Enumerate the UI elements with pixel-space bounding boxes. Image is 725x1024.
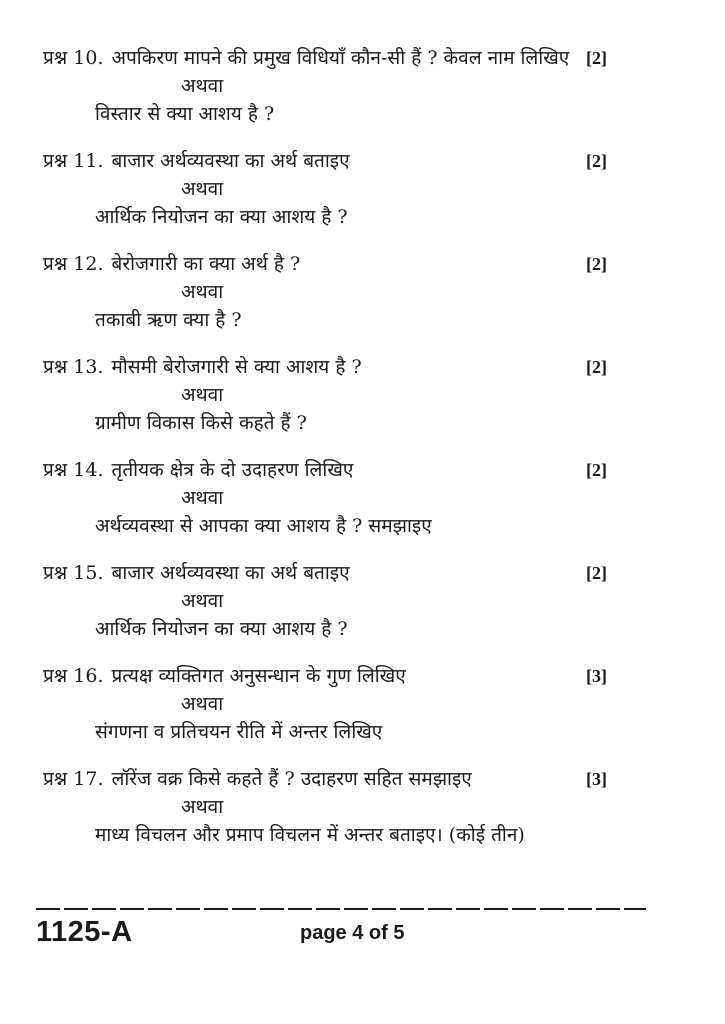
question-marks: [3] [586, 666, 607, 686]
question-block [43, 44, 607, 128]
question-main-row [43, 559, 607, 587]
or-separator-label: अथवा [181, 75, 224, 97]
question-number: प्रश्न 17. [43, 768, 104, 790]
question-text: अपकिरण मापने की प्रमुख विधियाँ कौन-सी हैं ? केवल नाम लिखिए [111, 47, 570, 69]
question-main-row [43, 250, 607, 278]
question-text: लॉरेंज वक्र किसे कहते हैं ? उदाहरण सहित समझाइए [111, 768, 472, 790]
or-separator-label: अथवा [181, 384, 224, 406]
question-alternative-text: माध्य विचलन और प्रमाप विचलन में अन्तर बताइए। (कोई तीन) [95, 824, 525, 846]
question-alternative-text: अर्थव्यवस्था से आपका क्या आशय है ? समझाइए [95, 515, 432, 537]
question-marks: [2] [586, 460, 607, 480]
question-number: प्रश्न 11. [43, 150, 104, 172]
question-alternative-text: संगणना व प्रतिचयन रीति में अन्तर लिखिए [95, 721, 383, 743]
or-separator-label: अथवा [181, 693, 224, 715]
question-number: प्रश्न 13. [43, 356, 104, 378]
question-alternative-text: आर्थिक नियोजन का क्या आशय है ? [95, 206, 348, 228]
question-marks: [3] [586, 769, 607, 789]
footer-row [36, 916, 648, 956]
question-alternative-text: तकाबी ऋण क्या है ? [95, 309, 242, 331]
question-main-row [43, 353, 607, 381]
question-number: प्रश्न 10. [43, 47, 104, 69]
question-marks: [2] [586, 151, 607, 171]
question-block [43, 147, 607, 231]
footer-divider [36, 908, 646, 910]
question-text: बाजार अर्थव्यवस्था का अर्थ बताइए [111, 562, 350, 584]
or-separator-label: अथवा [181, 796, 224, 818]
or-separator-label: अथवा [181, 590, 224, 612]
question-marks: [2] [586, 563, 607, 583]
question-text: प्रत्यक्ष व्यक्तिगत अनुसन्धान के गुण लिखिए [111, 665, 406, 687]
question-block [43, 250, 607, 334]
question-alternative-text: विस्तार से क्या आशय है ? [95, 103, 275, 125]
question-marks: [2] [586, 357, 607, 377]
question-main-row [43, 765, 607, 793]
or-separator-label: अथवा [181, 281, 224, 303]
or-separator-label: अथवा [181, 178, 224, 200]
question-text: बेरोजगारी का क्या अर्थ है ? [111, 253, 301, 275]
question-number: प्रश्न 16. [43, 665, 104, 687]
question-number: प्रश्न 15. [43, 562, 104, 584]
question-marks: [2] [586, 48, 607, 68]
question-block [43, 559, 607, 643]
or-separator-label: अथवा [181, 487, 224, 509]
paper-code: 1125-A [36, 916, 133, 948]
question-block [43, 765, 607, 849]
page-footer [36, 908, 648, 956]
question-number: प्रश्न 14. [43, 459, 104, 481]
question-main-row [43, 44, 607, 72]
question-number: प्रश्न 12. [43, 253, 104, 275]
question-block [43, 662, 607, 746]
question-marks: [2] [586, 254, 607, 274]
question-text: बाजार अर्थव्यवस्था का अर्थ बताइए [111, 150, 350, 172]
question-block [43, 456, 607, 540]
question-main-row [43, 662, 607, 690]
question-alternative-text: आर्थिक नियोजन का क्या आशय है ? [95, 618, 348, 640]
question-main-row [43, 147, 607, 175]
question-text: तृतीयक क्षेत्र के दो उदाहरण लिखिए [111, 459, 354, 481]
question-block [43, 353, 607, 437]
question-alternative-text: ग्रामीण विकास किसे कहते हैं ? [95, 412, 307, 434]
question-text: मौसमी बेरोजगारी से क्या आशय है ? [111, 356, 362, 378]
question-main-row [43, 456, 607, 484]
page-number-label: page 4 of 5 [300, 922, 405, 944]
